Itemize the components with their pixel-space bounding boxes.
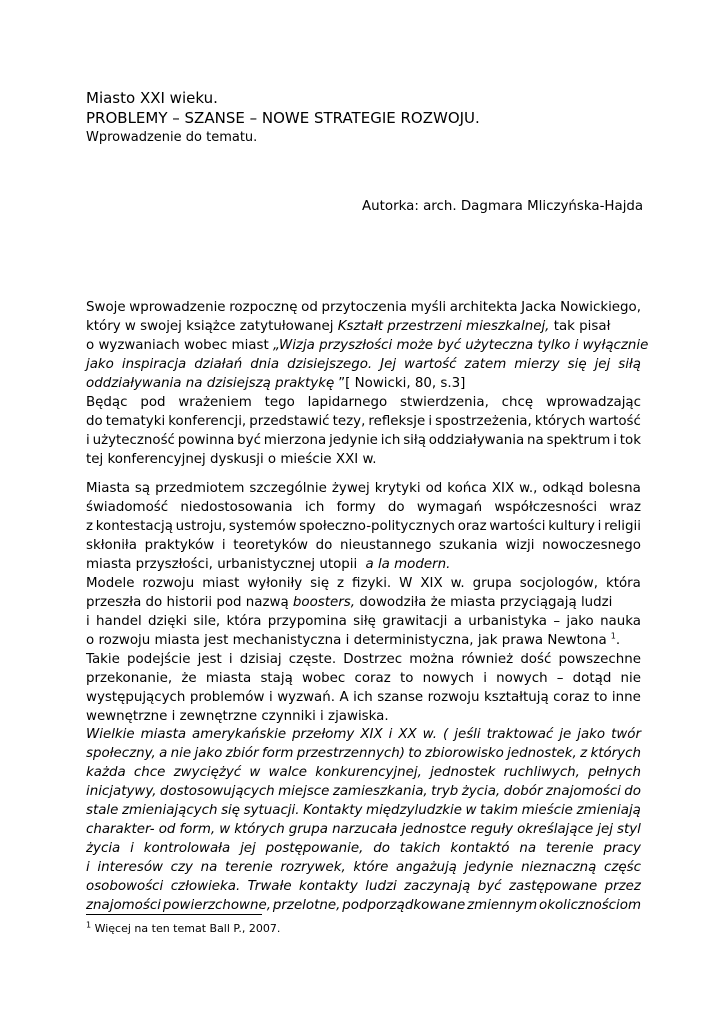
text-line: inicjatywy, dostosowujących miejsce zamieszkania, tryb życia, dobór znajomości do <box>86 784 641 799</box>
paragraph-1 <box>86 298 649 469</box>
text-line: z kontestacją ustroju, systemów społeczno-politycznych oraz wartości kultury i religii <box>86 519 641 534</box>
document-header <box>86 88 480 148</box>
text-line: społeczny, a nie jako zbiór form przestrzennych) to zbiorowisko jednostek, z których <box>86 746 641 761</box>
footnote <box>86 922 280 935</box>
footnote-text: Więcej na ten temat Ball P., 2007. <box>91 922 281 935</box>
text-line: Miasta są przedmiotem szczególnie żywej krytyki od końca XIX w., odkąd bolesna <box>86 481 641 496</box>
text-line: charakter- od form, w których grupa narzucała jednostce reguły określające jej styl <box>86 822 641 837</box>
footnote-mark: 1 <box>86 920 92 930</box>
text-line: świadomość niedostosowania ich formy do wymagań współczesności wraz <box>86 500 641 515</box>
footnote-divider <box>86 914 262 915</box>
text-line: stale zmieniających się sytuacji. Kontakty międzyludzkie w takim mieście zmieniają <box>86 803 641 818</box>
text-line: do tematyki konferencji, przedstawić tezy, refleksje i spostrzeżenia, których wartość <box>86 414 641 429</box>
paragraph-2 <box>86 479 641 726</box>
text-line: Swoje wprowadzenie rozpocznę od przytoczenia myśli architekta Jacka Nowickiego, <box>86 300 641 315</box>
author-line: Autorka: arch. Dagmara Mliczyńska-Hajda <box>362 199 644 214</box>
text-line: Takie podejście jest i dzisiaj częste. Dostrzec można również dość powszechne <box>86 652 641 667</box>
text-line: jako inspiracja działań dnia dzisiejszego. Jej wartość zatem mierzy się jej siłą <box>86 357 641 372</box>
document-subtitle: PROBLEMY – SZANSE – NOWE STRATEGIE ROZWOJU. <box>86 109 480 127</box>
text-line: oddziaływania na dzisiejszą praktykę ”[ Nowicki, 80, s.3] <box>86 376 466 391</box>
text-line: i interesów czy na terenie rozrywek, które angażują jedynie nieznaczną częśc <box>86 860 641 875</box>
text-line: który w swojej książce zatytułowanej Kształt przestrzeni mieszkalnej, tak pisał <box>86 319 611 334</box>
footnote-ref: 1 <box>610 631 616 641</box>
text-line: skłoniła praktyków i teoretyków do nieustannego szukania wizji nowoczesnego <box>86 538 641 553</box>
text-line: życia i kontrolowała jej postępowanie, do takich kontaktó na terenie pracy <box>86 841 641 856</box>
text-line: tej konferencyjnej dyskusji o mieście XXI w. <box>86 452 377 467</box>
text-line: przeszła do historii pod nazwą boosters, dowodziła że miasta przyciągają ludzi <box>86 595 613 610</box>
document-intro: Wprowadzenie do tematu. <box>86 130 258 145</box>
text-line: o wyzwaniach wobec miast „Wizja przyszłości może być użyteczna tylko i wyłącznie <box>86 338 649 353</box>
text-line: osobowości człowieka. Trwałe kontakty ludzi zaczynają być zastępowane przez <box>86 879 641 894</box>
text-line: miasta przyszłości, urbanistycznej utopii a la modern. <box>86 557 451 572</box>
text-line: każda chce zwyciężyć w walce konkurencyjnej, jednostek ruchliwych, pełnych <box>86 765 641 780</box>
text-line: Będąc pod wrażeniem tego lapidarnego stwierdzenia, chcę wprowadzając <box>86 395 641 410</box>
text-line: Modele rozwoju miast wyłoniły się z fizyki. W XIX w. grupa socjologów, która <box>86 576 641 591</box>
text-line: przekonanie, że miasta stają wobec coraz to nowych i nowych – dotąd nie <box>86 671 641 686</box>
document-title: Miasto XXI wieku. <box>86 89 218 107</box>
text-line: Wielkie miasta amerykańskie przełomy XIX i XX w. ( jeśli traktować je jako twór <box>86 727 641 742</box>
text-line: znajomości powierzchowne, przelotne, podporządkowane zmiennym okolicznościom <box>86 898 641 913</box>
text-line: o rozwoju miasta jest mechanistyczna i deterministyczna, jak prawa Newtona $^1$. <box>86 631 621 648</box>
paragraph-3 <box>86 725 641 915</box>
text-line: i handel dzięki sile, która przypomina siłę grawitacji a urbanistyka – jako nauka <box>86 614 641 629</box>
text-line: i użyteczność powinna być mierzona jedynie ich siłą oddziaływania na spektrum i tok <box>86 433 641 448</box>
text-line: wewnętrzne i zewnętrzne czynniki i zjawiska. <box>86 709 389 724</box>
text-line: występujących problemów i wyzwań. A ich szanse rozwoju kształtują coraz to inne <box>86 690 641 705</box>
